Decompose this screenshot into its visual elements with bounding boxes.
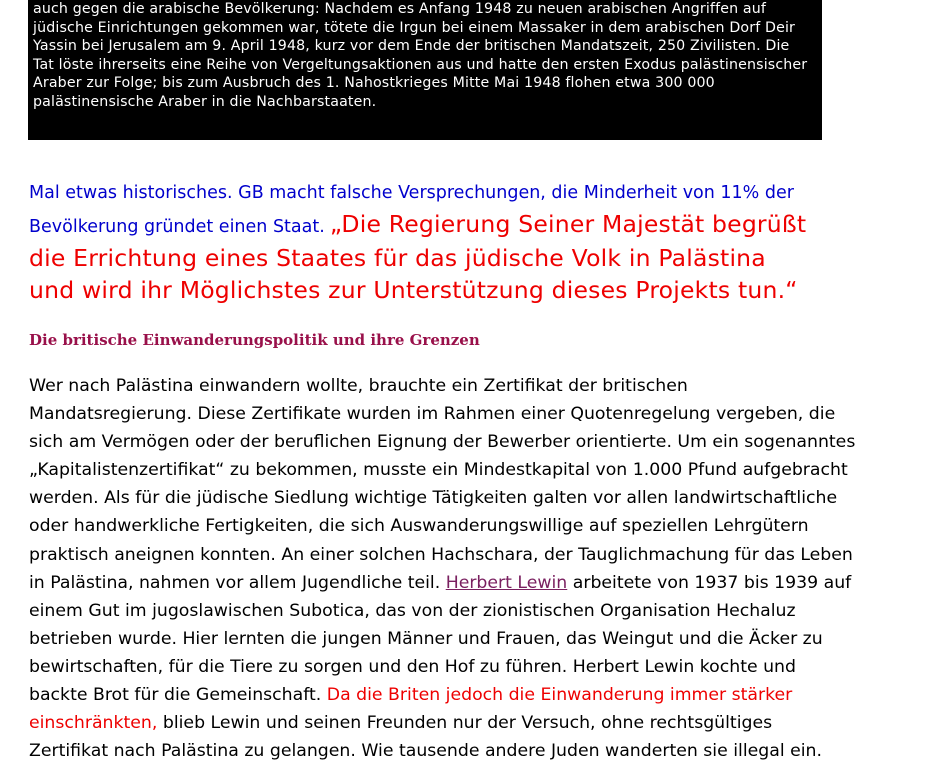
intro-paragraph xyxy=(29,178,909,306)
section-heading: Die britische Einwanderungspolitik und ihre Grenzen xyxy=(29,331,480,349)
body-line: praktisch aneignen konnten. An einer solchen Hachschara, der Tauglichmachung für das Leben xyxy=(29,544,853,565)
declaration-quote-part2: die Errichtung eines Staates für das jüdische Volk in Palästina xyxy=(29,244,766,272)
herbert-lewin-link[interactable]: Herbert Lewin xyxy=(445,572,568,593)
highlighted-text: einschränkten, xyxy=(29,713,158,734)
highlighted-text: Da die Briten jedoch die Einwanderung immer stärker xyxy=(326,685,793,706)
box-line: auch gegen die arabische Bevölkerung: Nachdem es Anfang 1948 zu neuen arabischen Angriffen auf xyxy=(33,1,767,17)
body-line: Wer nach Palästina einwandern wollte, brauchte ein Zertifikat der britischen xyxy=(29,376,688,396)
body-line: oder handwerkliche Fertigkeiten, die sich Auswanderungswillige auf speziellen Lehrgütern xyxy=(29,516,809,537)
body-line: betrieben wurde. Hier lernten die jungen Männer und Frauen, das Weingut und die Äcker zu xyxy=(29,628,823,649)
body-line: Mandatsregierung. Diese Zertifikate wurden im Rahmen einer Quotenregelung vergeben, die xyxy=(29,404,836,425)
declaration-quote-part1: „Die Regierung Seiner Majestät begrüßt xyxy=(329,210,807,238)
intro-comment-line2: Bevölkerung gründet einen Staat. xyxy=(29,217,325,237)
body-line: arbeitete von 1937 bis 1939 auf xyxy=(572,572,852,593)
body-paragraph xyxy=(29,372,909,765)
box-line: Yassin bei Jerusalem am 9. April 1948, kurz vor dem Ende der britischen Mandatszeit, 250 Zivilisten. Die xyxy=(33,38,790,54)
body-line: „Kapitalistenzertifikat“ zu bekommen, musste ein Mindestkapital von 1.000 Pfund aufgebracht xyxy=(29,460,848,481)
body-line: einem Gut im jugoslawischen Subotica, das von der zionistischen Organisation Hechaluz xyxy=(29,600,796,621)
box-line: jüdische Einrichtungen gekommen war, tötete die Irgun bei einem Massaker in dem arabischen Dorf Deir xyxy=(33,19,796,36)
intro-comment-line1: Mal etwas historisches. GB macht falsche Versprechungen, die Minderheit von 11% der xyxy=(29,183,794,203)
box-line: Tat löste ihrerseits eine Reihe von Vergeltungsaktionen aus und hatte den ersten Exodus palästinensischer xyxy=(33,56,808,73)
body-line: backte Brot für die Gemeinschaft. xyxy=(29,685,322,706)
body-line: blieb Lewin und seinen Freunden nur der Versuch, ohne rechtsgültiges xyxy=(162,713,773,734)
body-line: bewirtschaften, für die Tiere zu sorgen und den Hof zu führen. Herbert Lewin kochte und xyxy=(29,656,796,677)
black-text-box xyxy=(28,0,822,140)
declaration-quote-part3: und wird ihr Möglichstes zur Unterstützung dieses Projekts tun.“ xyxy=(29,276,798,304)
box-line: palästinensische Araber in die Nachbarstaaten. xyxy=(33,93,377,110)
body-line: Zertifikat nach Palästina zu gelangen. Wie tausende andere Juden wanderten sie illegal ein. xyxy=(29,741,822,762)
body-line: sich am Vermögen oder der beruflichen Eignung der Bewerber orientierte. Um ein sogenanntes xyxy=(29,432,856,453)
body-line: in Palästina, nahmen vor allem Jugendliche teil. xyxy=(29,572,441,593)
box-line: Araber zur Folge; bis zum Ausbruch des 1. Nahostkrieges Mitte Mai 1948 flohen etwa 300 000 xyxy=(33,75,715,91)
body-line: werden. Als für die jüdische Siedlung wichtige Tätigkeiten galten vor allen landwirtschaftliche xyxy=(29,488,838,509)
